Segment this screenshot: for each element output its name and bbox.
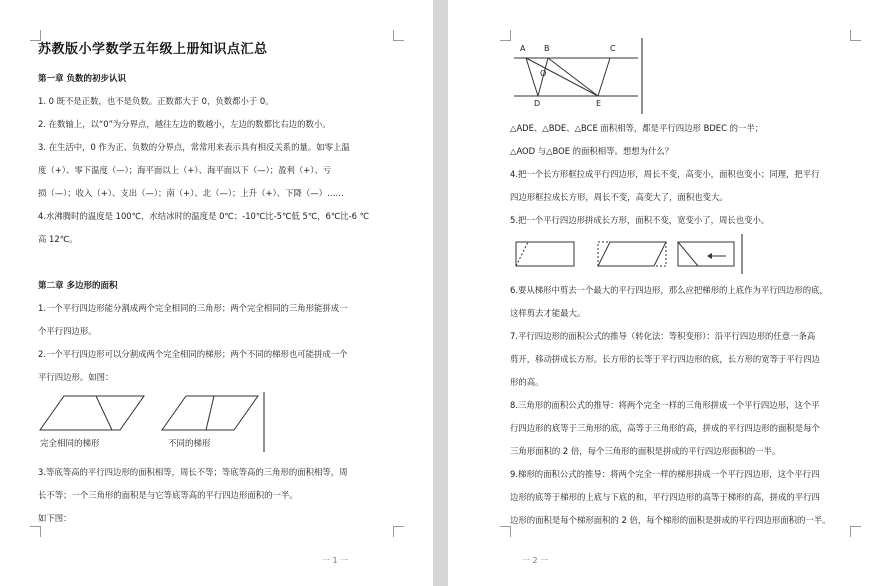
cut-line-left	[96, 396, 112, 430]
document-title: 苏教版小学数学五年级上册知识点汇总	[38, 42, 268, 57]
text-line: 这样剪去才能最大。	[510, 308, 586, 318]
chapter-1-heading: 第一章 负数的初步认识	[38, 74, 126, 84]
cut-line-right	[206, 396, 214, 430]
text-line: 如下图：	[38, 513, 72, 523]
text-line: 边形的面积是每个梯形面积的 2 倍，每个梯形的面积是拼成的平行四边形面积的一半。	[510, 515, 831, 525]
trapezoid-figure	[36, 392, 271, 454]
crop-mark	[30, 526, 41, 537]
crop-mark	[850, 30, 861, 41]
text-line: 三角形面积的 2 倍，每个三角形的面积是拼成的平行四边形面积的一半。	[510, 446, 781, 456]
text-line: △ADE、△BDE、△BCE 面积相等，都是平行四边形 BDEC 的一半；	[510, 123, 764, 133]
label-b: B	[544, 44, 550, 53]
text-line: 3. 在生活中，0 作为正、负数的分界点，常常用来表示具有相反关系的量。如零上温	[38, 142, 350, 152]
parallelogram-shape-left	[40, 396, 144, 430]
text-line: 个平行四边形。	[38, 326, 97, 336]
text-line: 行四边形的底等于三角形的底，高等于三角形的高，拼成的平行四边形的面积是每个	[510, 423, 820, 433]
parallelogram-to-rectangle-figure	[512, 234, 747, 274]
text-line: 形的高。	[510, 377, 544, 387]
text-line: 高 12℃。	[38, 234, 78, 244]
text-line: 度（+）、零下温度（—）；海平面以上（+）、海平面以下（—）；盈利（+）、亏	[38, 165, 332, 175]
label-a: A	[520, 44, 526, 53]
text-line: 9.梯形的面积公式的推导：将两个完全一样的梯形拼成一个平行四边形，这个平行四	[510, 469, 820, 479]
text-line: 7.平行四边形的面积公式的推导（转化法：等积变形）：沿平行四边形的任意一条高	[510, 331, 816, 341]
text-line: 损（—）；收入（+）、支出（—）；南（+）、北（—）；上升（+）、下降（—）……	[38, 188, 344, 198]
document-page-1	[0, 0, 433, 586]
text-line: 2.一个平行四边形可以分割成两个完全相同的梯形；两个不同的梯形也可能拼成一个	[38, 349, 348, 359]
triangle-area-figure	[510, 38, 650, 114]
text-line: 8.三角形的面积公式的推导：将两个完全一样的三角形拼成一个平行四边形，这个平	[510, 400, 820, 410]
page-gutter	[433, 0, 448, 586]
label-o: O	[540, 69, 547, 78]
dashed-edge	[516, 242, 528, 266]
text-line: 4.把一个长方形框拉成平行四边形，周长不变，高变小，面积也变小；同理，把平行	[510, 169, 820, 179]
crop-mark	[393, 30, 404, 41]
text-line: 剪开，移动拼成长方形。长方形的长等于平行四边形的底，长方形的宽等于平行四边	[510, 354, 820, 364]
text-line: 四边形框拉成长方形，周长不变，高变大了，面积也变大。	[510, 192, 728, 202]
chapter-2-heading: 第二章 多边形的面积	[38, 281, 118, 291]
cut-line	[678, 242, 698, 266]
rectangle-shape	[516, 242, 574, 266]
figure-caption-left: 完全相同的梯形	[40, 439, 100, 449]
figure-caption-right: 不同的梯形	[168, 439, 211, 449]
text-line: 3.等底等高的平行四边形的面积相等，周长不等；等底等高的三角形的面积相等，周	[38, 467, 348, 477]
text-line: △AOD 与△BOE 的面积相等。想想为什么？	[510, 146, 674, 156]
crop-mark	[500, 526, 511, 537]
text-line: 长不等；一个三角形的面积是与它等底等高的平行四边形面积的一半。	[38, 490, 298, 500]
text-line: 平行四边形。如图：	[38, 372, 114, 382]
crop-mark	[393, 526, 404, 537]
label-d: D	[534, 99, 541, 108]
crop-mark	[850, 526, 861, 537]
text-line: 5.把一个平行四边形拼成长方形，面积不变，宽变小了，周长也变小。	[510, 215, 770, 225]
arrow-icon	[707, 253, 712, 259]
text-line: 边形的底等于梯形的上底与下底的和，平行四边形的高等于梯形的高，拼成的平行四	[510, 492, 820, 502]
page-number: 一 2 一	[522, 556, 549, 565]
rectangle-with-cut	[678, 242, 734, 266]
segment-ce	[598, 58, 610, 96]
segment-be	[548, 58, 598, 96]
text-line: 2. 在数轴上，以“0”为分界点，越往左边的数越小，左边的数都比右边的数小。	[38, 119, 331, 129]
parallelogram-shape	[598, 242, 666, 266]
page-number: 一 1 一	[322, 556, 349, 565]
text-line: 4.水沸腾时的温度是 100℃，水结冰时的温度是 0℃；-10℃比-5℃低 5℃，6℃比-6 ℃	[38, 211, 370, 221]
segment-ae	[526, 58, 598, 96]
text-line: 1.一个平行四边形能分割成两个完全相同的三角形；两个完全相同的三角形能拼成一	[38, 303, 348, 313]
text-line: 1. 0 既不是正数，也不是负数。正数都大于 0，负数都小于 0。	[38, 96, 274, 106]
label-e: E	[596, 99, 602, 108]
text-line: 6.要从梯形中剪去一个最大的平行四边形，那么应把梯形的上底作为平行四边形的底，	[510, 285, 828, 295]
label-c: C	[610, 44, 616, 53]
document-page-2	[448, 0, 872, 586]
